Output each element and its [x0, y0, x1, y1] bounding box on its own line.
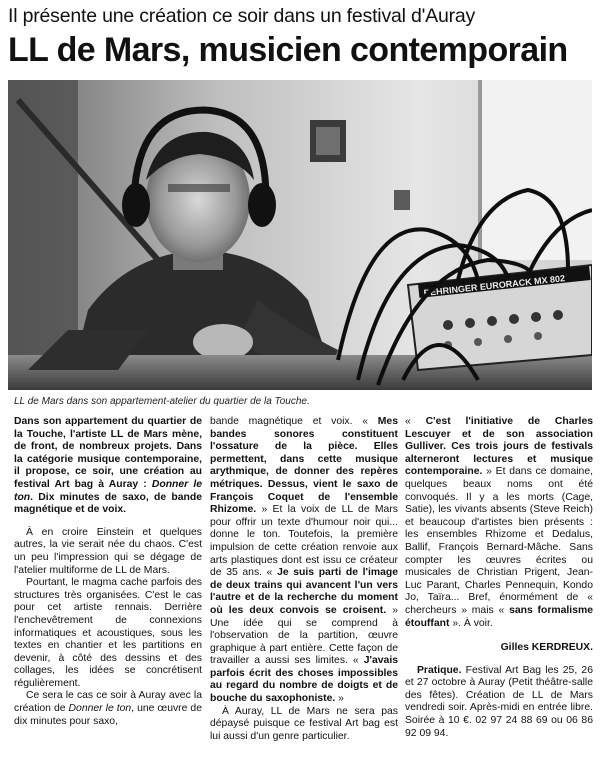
quote-text: Je suis parti de l'image de deux trains qui avancent l'un vers l'autre et de la recherche du moment où les deux convois se croisent. — [210, 567, 398, 616]
quote-text: sans formalisme étouffant — [405, 604, 593, 629]
mixer-brand-label: BEHRINGER EURORACK MX 802 — [423, 273, 566, 298]
article-kicker: Il présente une création ce soir dans un festival d'Auray — [8, 5, 476, 27]
article-column-2 — [210, 416, 398, 743]
author-signature — [405, 642, 593, 655]
practical-text: Festival Art Bag les 25, 26 et 27 octobre à Auray (Petit théâtre-salle des fêtes). Création de LL de Mars vendredi soir. Après-midi en entrée libre. Soirée à 10 €. 02 97 24 88 69 ou 06 86 92 09 94. — [405, 664, 593, 739]
work-title: Donner le ton — [68, 703, 132, 715]
body-text: « — [405, 416, 426, 427]
body-text: » Une idée qui se comprend à l'observation de la partition, œuvre graphique à part entière. Cette façon de travailler a aussi ses limites. « — [210, 604, 398, 667]
body-text: Ce sera le cas ce soir à Auray avec la création de — [14, 690, 202, 715]
body-text: ». À voir. — [449, 617, 493, 629]
lead-paragraph — [14, 416, 202, 517]
article-column-1 — [14, 416, 202, 728]
body-text: bande magnétique et voix. « — [210, 416, 378, 427]
body-paragraph: À en croire Einstein et quelques autres, la vie serait née du chaos. C'est un peu l'impression qui se dégage de l'atelier multiforme de LL de Mars. — [14, 526, 202, 576]
photo-caption: LL de Mars dans son appartement-atelier du quartier de la Touche. — [14, 396, 310, 407]
body-text: » Et la voix de LL de Mars pour offrir un texte d'humour noir qui... donne le ton. Toutefois, la première impulsion de cette création renvoie aux arts plastiques dont est issu ce créateur de 35 ans. « — [210, 504, 398, 579]
practical-label: Pratique. — [417, 664, 462, 676]
body-text: » Et dans ce domaine, quelques beaux noms ont été convoqués. Il y a les morts (Cage, Satie), les vivants absents (Steve Reich) et beaucoup d'artistes bien présents : les ensembles Rhizome et Dedalus, Ballif, François Bernard-Mâche. Sans compter les œuvres écrites ou musicales de Christian Prigent, Jean-Luc Parant, Charles Pennequin, Kondo Jo, Taïra... Bref, énormément de « chercheurs » mais « — [405, 466, 593, 616]
body-paragraph — [405, 416, 593, 630]
author-first-name: Gilles — [500, 642, 529, 654]
quote-text: J'avais parfois écrit des choses impossibles au regard du nombre de doigts et de bouche du saxophoniste. — [210, 655, 398, 705]
work-title: Donner le ton — [14, 478, 203, 503]
lead-text-end: . Dix minutes de saxo, de bande magnétique et de voix. — [14, 491, 202, 516]
article-photo — [8, 80, 592, 390]
author-last-name: KERDREUX. — [531, 642, 593, 654]
lead-text: Dans son appartement du quartier de la Touche, l'artiste LL de Mars mène, de front, de nombreux projets. Dans la catégorie musique contemporaine, il propose, ce soir, une création au festival Art bag à Auray : — [14, 416, 202, 490]
article-column-3 — [405, 416, 593, 740]
body-text: , une œuvre de dix minutes pour saxo, — [14, 703, 202, 727]
quote-text: C'est l'initiative de Charles Lescuyer et de son association Gulliver. Ces trois jours de festivals alterneront lectures et musique contemporaine. — [405, 416, 594, 478]
body-paragraph: À Auray, LL de Mars ne sera pas dépaysé puisque ce festival Art bag est lui aussi d'un genre particulier. — [210, 705, 398, 742]
practical-info — [405, 665, 593, 741]
quote-text: Mes bandes sonores constituent l'ossature de la pièce. Elles permettent, dans cette musique arythmique, de donner des repères métriques. Dessus, vient le saxo de François Coquet de l'ensemble Rhizome. — [210, 416, 398, 516]
body-paragraph — [210, 416, 398, 706]
article-headline: LL de Mars, musicien contemporain — [8, 31, 568, 69]
body-paragraph: Pourtant, le magma cache parfois des structures très organisées. C'est le cas pour cet artiste rennais. Derrière l'enchevêtrement de connexions informatiques et acoustiques, sous les textes en chantier et les partitions en devenir, à côté des dessins et des collages, les idées se concrétisent régulièrement. — [14, 577, 202, 689]
musician-studio-photo — [8, 80, 592, 390]
body-paragraph — [14, 690, 202, 728]
body-text: » — [335, 693, 344, 705]
